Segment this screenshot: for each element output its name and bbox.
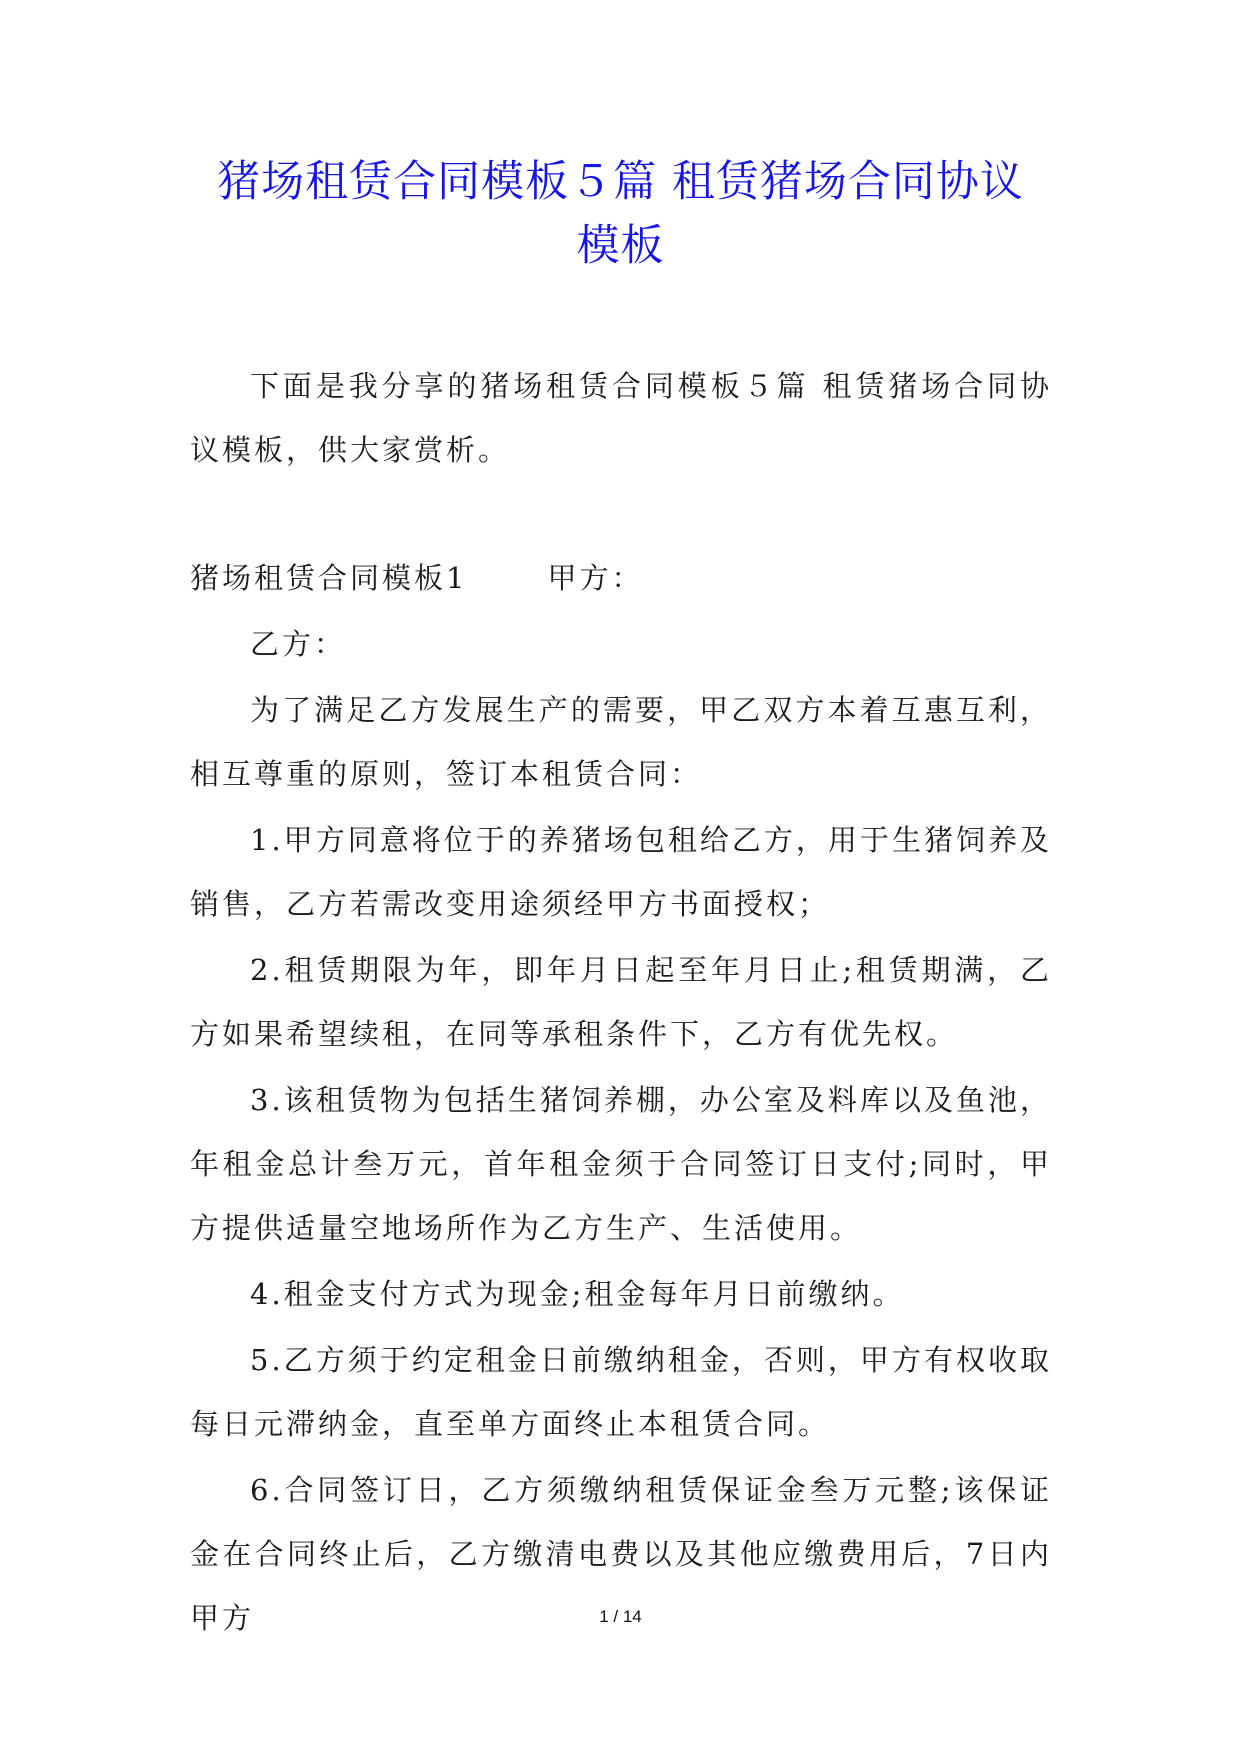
title-line-2: 模板 bbox=[576, 221, 665, 271]
document-title bbox=[150, 150, 1091, 278]
clause-2: 2.租赁期限为年，即年月日起至年月日止;租赁期满，乙方如果希望续租，在同等承租条件下，乙方有优先权。 bbox=[190, 953, 1052, 1051]
document-body bbox=[190, 354, 1052, 1650]
clause-5: 5.乙方须于约定租金日前缴纳租金，否则，甲方有权收取每日元滞纳金，直至单方面终止本租赁合同。 bbox=[190, 1343, 1052, 1441]
party-b-label: 乙方： bbox=[250, 627, 347, 661]
clause-1: 1.甲方同意将位于的养猪场包租给乙方，用于生猪饲养及销售，乙方若需改变用途须经甲方书面授权； bbox=[190, 823, 1052, 921]
section-heading-line bbox=[190, 546, 1052, 610]
page-number: 1 / 14 bbox=[599, 1607, 642, 1626]
clause-6: 6.合同签订日，乙方须缴纳租赁保证金叁万元整;该保证金在合同终止后，乙方缴清电费以及其他应缴费用后，7日内甲方 bbox=[190, 1473, 1052, 1635]
section-heading: 猪场租赁合同模板1 bbox=[190, 561, 468, 595]
clause-3: 3.该租赁物为包括生猪饲养棚，办公室及料库以及鱼池，年租金总计叁万元，首年租金须于合同签订日支付;同时，甲方提供适量空地场所作为乙方生产、生活使用。 bbox=[190, 1083, 1052, 1245]
clause-4: 4.租金支付方式为现金;租金每年月日前缴纳。 bbox=[250, 1277, 905, 1311]
intro-paragraph: 下面是我分享的猪场租赁合同模板５篇 租赁猪场合同协议模板，供大家赏析。 bbox=[190, 369, 1052, 467]
preamble-paragraph: 为了满足乙方发展生产的需要，甲乙双方本着互惠互利，相互尊重的原则，签订本租赁合同： bbox=[190, 693, 1052, 791]
party-a-label: 甲方： bbox=[547, 561, 644, 595]
title-line-1: 猪场租赁合同模板５篇 租赁猪场合同协议 bbox=[217, 157, 1024, 207]
